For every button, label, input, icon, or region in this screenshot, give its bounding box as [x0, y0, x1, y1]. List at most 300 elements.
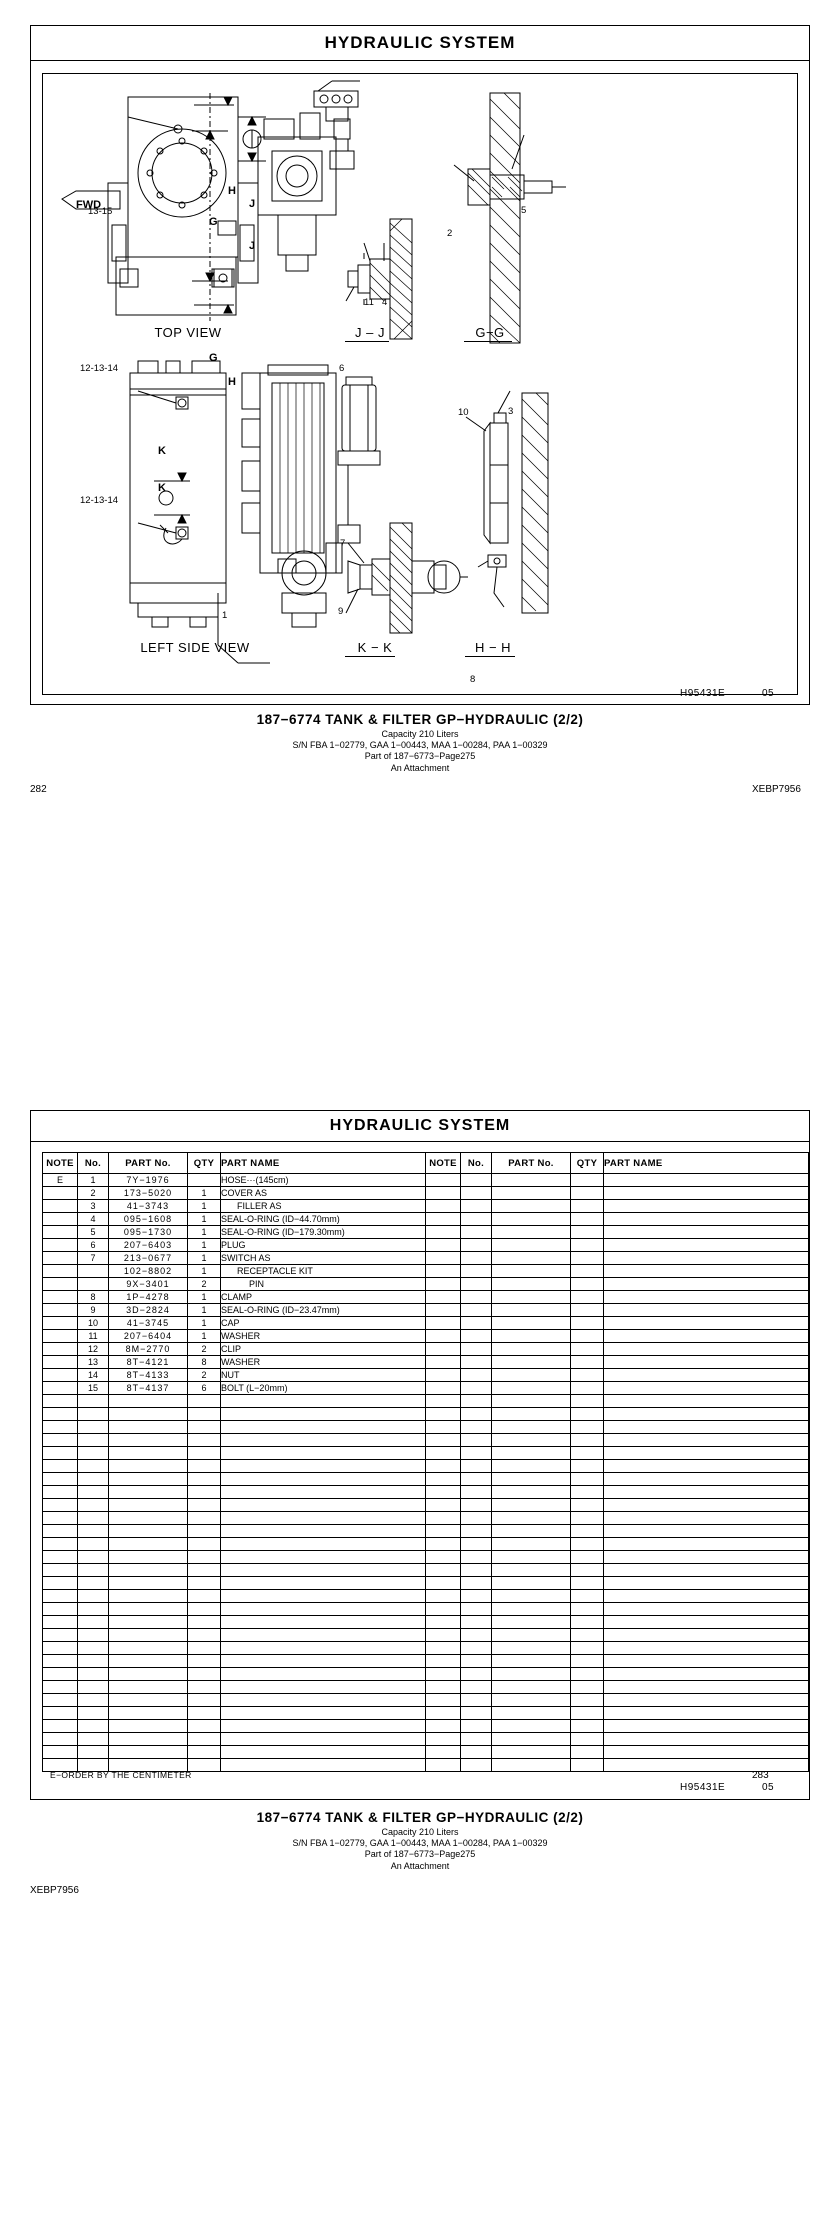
cell-note: [43, 1629, 78, 1642]
cell-part-name-right: [604, 1590, 809, 1603]
cell-part-no-right: [492, 1499, 571, 1512]
cell-qty: [188, 1512, 221, 1525]
cell-no: [78, 1447, 109, 1460]
cell-part-name-right: [604, 1720, 809, 1733]
cell-qty: [188, 1551, 221, 1564]
cell-part-no: [109, 1473, 188, 1486]
cell-note: [43, 1239, 78, 1252]
cell-part-name: RECEPTACLE KIT: [221, 1265, 426, 1278]
table-row: [43, 1655, 809, 1668]
table-row: [43, 1720, 809, 1733]
cell-note: [43, 1213, 78, 1226]
cell-part-name-right: [604, 1616, 809, 1629]
cell-qty: 8: [188, 1356, 221, 1369]
cell-part-name-right: [604, 1382, 809, 1395]
doc-number-page1: XEBP7956: [752, 784, 801, 795]
cell-part-no-right: [492, 1681, 571, 1694]
cell-part-no-right: [492, 1603, 571, 1616]
callout-g-top: G: [209, 216, 218, 228]
cell-part-no-right: [492, 1564, 571, 1577]
cell-note: E: [43, 1174, 78, 1187]
cell-note-right: [426, 1720, 461, 1733]
cell-note: [43, 1447, 78, 1460]
cell-no: [78, 1421, 109, 1434]
cell-part-no: 1P−4278: [109, 1291, 188, 1304]
cell-part-no: 173−5020: [109, 1187, 188, 1200]
cell-note-right: [426, 1317, 461, 1330]
callout-7: 7: [340, 538, 346, 549]
cell-part-no: 213−0677: [109, 1252, 188, 1265]
cell-part-name: SWITCH AS: [221, 1252, 426, 1265]
table-row: [43, 1421, 809, 1434]
cell-part-no: [109, 1460, 188, 1473]
cell-qty-right: [571, 1239, 604, 1252]
cell-no-right: [461, 1239, 492, 1252]
col-partname-right: PART NAME: [604, 1153, 809, 1174]
cell-no: [78, 1590, 109, 1603]
cell-qty: [188, 1629, 221, 1642]
cell-part-name: [221, 1707, 426, 1720]
caption-section-hh: H − H: [474, 640, 512, 655]
cell-qty-right: [571, 1733, 604, 1746]
cell-note-right: [426, 1330, 461, 1343]
cell-part-no-right: [492, 1590, 571, 1603]
cell-qty-right: [571, 1304, 604, 1317]
cell-part-no-right: [492, 1486, 571, 1499]
caption-left-side-view: LEFT SIDE VIEW: [140, 640, 250, 655]
cell-part-name-right: [604, 1395, 809, 1408]
cell-qty-right: [571, 1720, 604, 1733]
cell-note: [43, 1681, 78, 1694]
cell-part-name-right: [604, 1278, 809, 1291]
cell-qty: [188, 1603, 221, 1616]
cell-no-right: [461, 1668, 492, 1681]
cell-part-no: 8T−4121: [109, 1356, 188, 1369]
cell-no: 13: [78, 1356, 109, 1369]
cell-note-right: [426, 1759, 461, 1772]
figure-code-page1: H95431E: [680, 688, 726, 699]
cell-part-no-right: [492, 1434, 571, 1447]
cell-note: [43, 1603, 78, 1616]
caption-title-page1: 187−6774 TANK & FILTER GP−HYDRAULIC (2/2): [256, 712, 584, 727]
cell-no: [78, 1577, 109, 1590]
cell-part-no: 207−6404: [109, 1330, 188, 1343]
cell-no: [78, 1733, 109, 1746]
cell-part-no-right: [492, 1304, 571, 1317]
callout-g-bottom: G: [209, 352, 218, 364]
cell-part-no-right: [492, 1213, 571, 1226]
cell-qty-right: [571, 1174, 604, 1187]
cell-qty-right: [571, 1668, 604, 1681]
cell-part-no-right: [492, 1239, 571, 1252]
cell-qty: [188, 1642, 221, 1655]
cell-part-no: 095−1608: [109, 1213, 188, 1226]
cell-part-name: [221, 1642, 426, 1655]
cell-note-right: [426, 1213, 461, 1226]
cell-qty-right: [571, 1746, 604, 1759]
table-row: [43, 1343, 809, 1356]
callout-k-top: K: [158, 445, 166, 457]
cell-no-right: [461, 1603, 492, 1616]
cell-note-right: [426, 1369, 461, 1382]
cell-no: 14: [78, 1369, 109, 1382]
cell-note-right: [426, 1226, 461, 1239]
cell-qty-right: [571, 1356, 604, 1369]
cell-part-name-right: [604, 1200, 809, 1213]
cell-no: 8: [78, 1291, 109, 1304]
cell-part-no: [109, 1486, 188, 1499]
cell-note: [43, 1499, 78, 1512]
table-row: [43, 1642, 809, 1655]
cell-qty-right: [571, 1395, 604, 1408]
cell-part-name-right: [604, 1265, 809, 1278]
caption-section-jj: J – J: [355, 325, 385, 340]
figure-code-page2: H95431E: [680, 1782, 726, 1793]
cell-qty: 1: [188, 1252, 221, 1265]
cell-qty: 1: [188, 1330, 221, 1343]
col-partno-left: PART No.: [109, 1153, 188, 1174]
cell-note-right: [426, 1187, 461, 1200]
cell-note: [43, 1265, 78, 1278]
cell-no-right: [461, 1629, 492, 1642]
cell-part-name-right: [604, 1603, 809, 1616]
cell-part-name-right: [604, 1629, 809, 1642]
cell-part-no-right: [492, 1538, 571, 1551]
cell-part-name-right: [604, 1356, 809, 1369]
cell-no-right: [461, 1265, 492, 1278]
cell-no-right: [461, 1616, 492, 1629]
cell-no-right: [461, 1317, 492, 1330]
cell-part-no: 8M−2770: [109, 1343, 188, 1356]
cell-note: [43, 1512, 78, 1525]
cell-qty-right: [571, 1629, 604, 1642]
cell-note: [43, 1525, 78, 1538]
cell-part-name-right: [604, 1525, 809, 1538]
cell-qty: [188, 1668, 221, 1681]
cell-part-no-right: [492, 1551, 571, 1564]
cell-note: [43, 1408, 78, 1421]
cell-part-no-right: [492, 1655, 571, 1668]
cell-note: [43, 1486, 78, 1499]
cell-note: [43, 1694, 78, 1707]
table-row: [43, 1525, 809, 1538]
cell-part-name-right: [604, 1746, 809, 1759]
table-row: [43, 1278, 809, 1291]
cell-qty-right: [571, 1408, 604, 1421]
cell-part-name: [221, 1746, 426, 1759]
col-no-left: No.: [78, 1153, 109, 1174]
table-row: [43, 1486, 809, 1499]
table-row: [43, 1746, 809, 1759]
page-number-282: 282: [30, 784, 47, 795]
cell-qty: [188, 1434, 221, 1447]
cell-part-no-right: [492, 1733, 571, 1746]
cell-qty-right: [571, 1460, 604, 1473]
cell-note: [43, 1278, 78, 1291]
cell-part-name-right: [604, 1759, 809, 1772]
cell-part-name: HOSE···(145cm): [221, 1174, 426, 1187]
cell-part-name-right: [604, 1538, 809, 1551]
cell-note-right: [426, 1343, 461, 1356]
cell-part-name-right: [604, 1252, 809, 1265]
cell-part-name-right: [604, 1343, 809, 1356]
cell-qty: [188, 1421, 221, 1434]
cell-part-name: [221, 1616, 426, 1629]
cell-no-right: [461, 1447, 492, 1460]
cell-note: [43, 1226, 78, 1239]
cell-no-right: [461, 1395, 492, 1408]
cell-note: [43, 1317, 78, 1330]
cell-part-name-right: [604, 1512, 809, 1525]
cell-qty-right: [571, 1200, 604, 1213]
cell-part-name: [221, 1681, 426, 1694]
cell-part-no-right: [492, 1720, 571, 1733]
table-row: [43, 1499, 809, 1512]
cell-note-right: [426, 1408, 461, 1421]
cell-qty-right: [571, 1291, 604, 1304]
cell-part-name: [221, 1668, 426, 1681]
cell-qty-right: [571, 1434, 604, 1447]
cell-part-no-right: [492, 1382, 571, 1395]
table-row: [43, 1590, 809, 1603]
cell-part-no: [109, 1603, 188, 1616]
cell-qty: [188, 1499, 221, 1512]
cell-no-right: [461, 1759, 492, 1772]
cell-no: [78, 1473, 109, 1486]
cell-qty: [188, 1564, 221, 1577]
cell-note-right: [426, 1577, 461, 1590]
table-row: [43, 1434, 809, 1447]
cell-no: [78, 1564, 109, 1577]
cell-qty-right: [571, 1707, 604, 1720]
cell-no-right: [461, 1226, 492, 1239]
cell-part-no-right: [492, 1707, 571, 1720]
cell-note-right: [426, 1733, 461, 1746]
cell-no-right: [461, 1304, 492, 1317]
cell-part-name: [221, 1395, 426, 1408]
cell-part-no-right: [492, 1278, 571, 1291]
cell-note-right: [426, 1304, 461, 1317]
cell-no: 7: [78, 1252, 109, 1265]
cell-part-name: [221, 1694, 426, 1707]
underline-kk: [345, 656, 395, 657]
cell-no-right: [461, 1746, 492, 1759]
cell-part-no-right: [492, 1291, 571, 1304]
table-row: [43, 1226, 809, 1239]
callout-k-bottom: K: [158, 482, 166, 494]
callout-h-bottom: H: [228, 376, 236, 388]
cell-no-right: [461, 1642, 492, 1655]
cell-qty: [188, 1395, 221, 1408]
cell-no: [78, 1720, 109, 1733]
cell-note-right: [426, 1512, 461, 1525]
cell-qty: [188, 1473, 221, 1486]
callout-2: 2: [447, 228, 453, 239]
cell-part-name: [221, 1460, 426, 1473]
cell-part-no-right: [492, 1616, 571, 1629]
cell-note: [43, 1187, 78, 1200]
caption-section-kk: K − K: [357, 640, 393, 655]
cell-part-name: WASHER: [221, 1356, 426, 1369]
cell-no-right: [461, 1291, 492, 1304]
cell-note-right: [426, 1642, 461, 1655]
cell-note-right: [426, 1200, 461, 1213]
cell-no-right: [461, 1681, 492, 1694]
cell-no-right: [461, 1473, 492, 1486]
cell-part-name-right: [604, 1369, 809, 1382]
cell-no: [78, 1278, 109, 1291]
cell-no-right: [461, 1343, 492, 1356]
cell-part-no: 41−3745: [109, 1317, 188, 1330]
cell-no: [78, 1486, 109, 1499]
caption-capacity-page1: Capacity 210 Liters: [381, 728, 459, 739]
cell-part-name: [221, 1473, 426, 1486]
cell-no: 12: [78, 1343, 109, 1356]
cell-part-no-right: [492, 1642, 571, 1655]
cell-note-right: [426, 1291, 461, 1304]
cell-no-right: [461, 1174, 492, 1187]
cell-qty: [188, 1681, 221, 1694]
cell-note-right: [426, 1668, 461, 1681]
underline-hh: [465, 656, 515, 657]
cell-part-name-right: [604, 1447, 809, 1460]
cell-part-name-right: [604, 1213, 809, 1226]
cell-part-name: [221, 1512, 426, 1525]
cell-part-name: [221, 1538, 426, 1551]
cell-no: [78, 1538, 109, 1551]
cell-part-no-right: [492, 1408, 571, 1421]
cell-note-right: [426, 1382, 461, 1395]
table-row: [43, 1538, 809, 1551]
cell-no: 1: [78, 1174, 109, 1187]
cell-part-no-right: [492, 1512, 571, 1525]
cell-note-right: [426, 1746, 461, 1759]
cell-part-name-right: [604, 1564, 809, 1577]
cell-note: [43, 1395, 78, 1408]
cell-part-name: [221, 1629, 426, 1642]
cell-no-right: [461, 1512, 492, 1525]
cell-no: 15: [78, 1382, 109, 1395]
cell-qty: [188, 1538, 221, 1551]
cell-note-right: [426, 1434, 461, 1447]
cell-part-no: [109, 1746, 188, 1759]
cell-part-no: [109, 1395, 188, 1408]
cell-qty: 1: [188, 1213, 221, 1226]
cell-qty: 2: [188, 1278, 221, 1291]
figure-rev-page1: 05: [762, 688, 775, 699]
cell-part-no-right: [492, 1200, 571, 1213]
parts-list-page: [0, 1110, 840, 2239]
cell-qty: 1: [188, 1291, 221, 1304]
caption-section-gg: G−G: [475, 325, 505, 340]
cell-note: [43, 1668, 78, 1681]
cell-note-right: [426, 1694, 461, 1707]
cell-no-right: [461, 1655, 492, 1668]
cell-qty: [188, 1655, 221, 1668]
col-note-right: NOTE: [426, 1153, 461, 1174]
cell-qty: [188, 1694, 221, 1707]
cell-no-right: [461, 1460, 492, 1473]
cell-no: [78, 1668, 109, 1681]
caption-attachment-page2: An Attachment: [390, 1860, 450, 1871]
cell-part-no: [109, 1434, 188, 1447]
cell-qty: [188, 1590, 221, 1603]
cell-part-no: [109, 1642, 188, 1655]
cell-part-name: [221, 1603, 426, 1616]
cell-qty: 1: [188, 1265, 221, 1278]
cell-part-name-right: [604, 1174, 809, 1187]
cell-part-no: [109, 1616, 188, 1629]
cell-part-name: [221, 1486, 426, 1499]
table-row: [43, 1577, 809, 1590]
cell-qty: [188, 1408, 221, 1421]
cell-part-name-right: [604, 1317, 809, 1330]
cell-part-no: 102−8802: [109, 1265, 188, 1278]
cell-part-name-right: [604, 1330, 809, 1343]
cell-part-no-right: [492, 1577, 571, 1590]
cell-part-name-right: [604, 1473, 809, 1486]
underline-jj: [345, 341, 389, 342]
cell-no-right: [461, 1707, 492, 1720]
cell-part-name: [221, 1525, 426, 1538]
cell-no-right: [461, 1434, 492, 1447]
cell-no-right: [461, 1525, 492, 1538]
cell-no: 10: [78, 1317, 109, 1330]
cell-note: [43, 1746, 78, 1759]
cell-qty-right: [571, 1382, 604, 1395]
cell-qty-right: [571, 1590, 604, 1603]
cell-part-no: 095−1730: [109, 1226, 188, 1239]
table-row: [43, 1603, 809, 1616]
cell-note-right: [426, 1421, 461, 1434]
cell-part-name: [221, 1499, 426, 1512]
cell-part-no: [109, 1551, 188, 1564]
cell-qty-right: [571, 1525, 604, 1538]
cell-no: [78, 1512, 109, 1525]
cell-part-name-right: [604, 1681, 809, 1694]
cell-part-no: [109, 1694, 188, 1707]
cell-qty-right: [571, 1759, 604, 1772]
cell-note-right: [426, 1460, 461, 1473]
cell-part-no: 41−3743: [109, 1200, 188, 1213]
cell-no-right: [461, 1369, 492, 1382]
cell-part-no-right: [492, 1525, 571, 1538]
cell-qty: 1: [188, 1226, 221, 1239]
cell-qty-right: [571, 1252, 604, 1265]
cell-part-name: [221, 1590, 426, 1603]
cell-note: [43, 1434, 78, 1447]
cell-no: [78, 1694, 109, 1707]
cell-no-right: [461, 1577, 492, 1590]
cell-no: [78, 1395, 109, 1408]
cell-qty: 6: [188, 1382, 221, 1395]
cell-note: [43, 1460, 78, 1473]
callout-fwd: FWD: [76, 199, 102, 211]
cell-no: 4: [78, 1213, 109, 1226]
cell-qty: 1: [188, 1200, 221, 1213]
cell-note: [43, 1707, 78, 1720]
cell-part-no: [109, 1408, 188, 1421]
callout-12-13-14-lower: 12-13-14: [80, 495, 119, 506]
cell-no: 9: [78, 1304, 109, 1317]
table-row: [43, 1252, 809, 1265]
cell-part-name-right: [604, 1291, 809, 1304]
cell-part-no: [109, 1447, 188, 1460]
cell-part-name-right: [604, 1577, 809, 1590]
cell-part-name-right: [604, 1499, 809, 1512]
cell-no: 6: [78, 1239, 109, 1252]
cell-qty-right: [571, 1278, 604, 1291]
